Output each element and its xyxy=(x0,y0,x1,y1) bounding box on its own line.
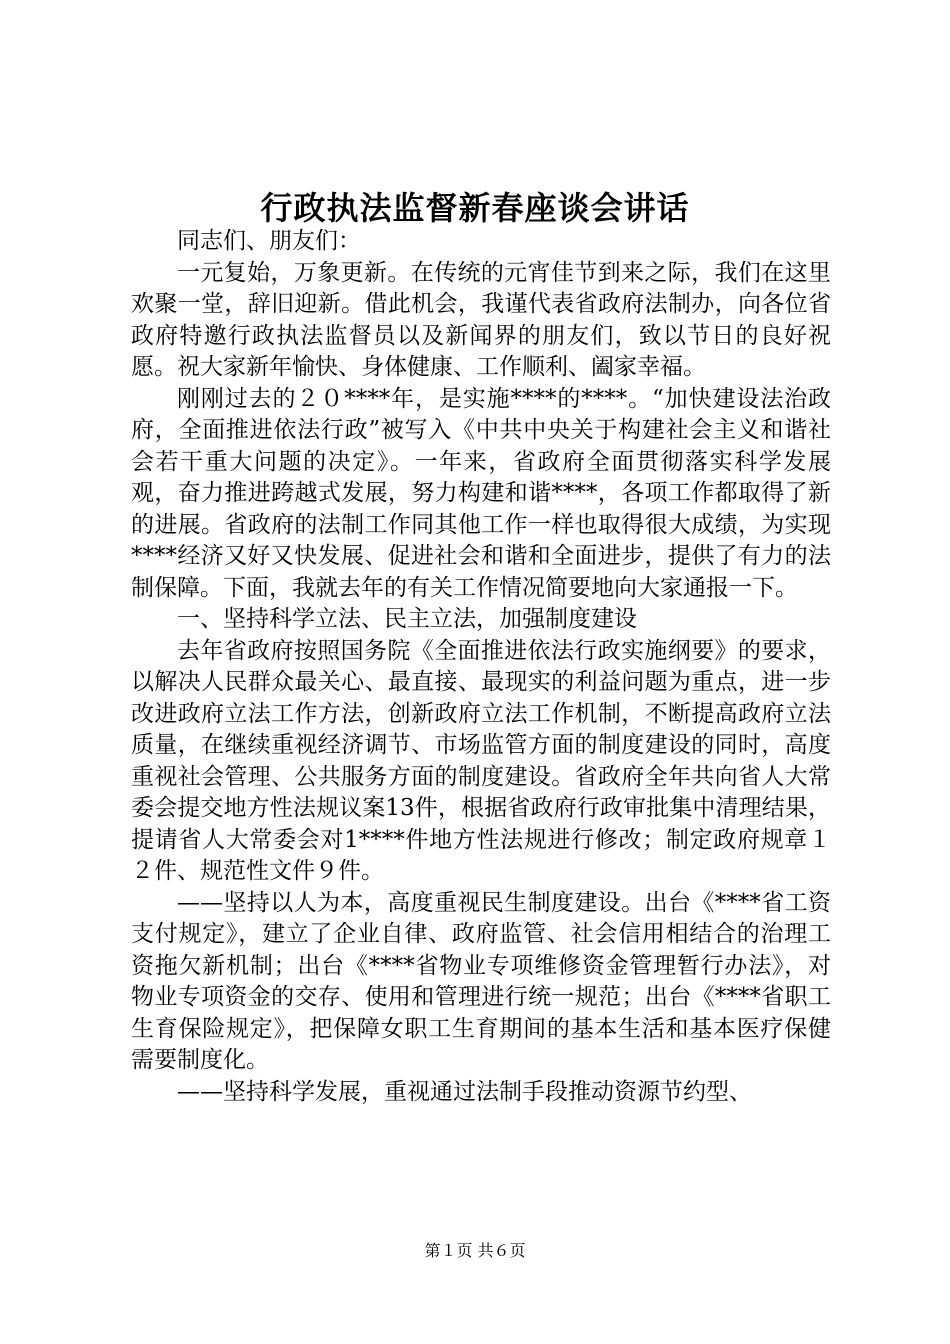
paragraph-salutation: 同志们、朋友们： xyxy=(177,228,361,254)
document-title: 行政执法监督新春座谈会讲话 xyxy=(260,189,690,227)
document-body xyxy=(131,226,831,1108)
paragraph-greeting: 一元复始，万象更新。在传统的元宵佳节到来之际，我们在这里欢聚一堂，辞旧迎新。借此机会，我谨代表省政府法制办，向各位省政府特邀行政执法监督员以及新闻界的朋友们，致以节日的良好祝愿。祝大家新年愉快、身体健康、工作顺利、阖家幸福。 xyxy=(131,259,831,380)
section-heading: 一、坚持科学立法、民主立法，加强制度建设 xyxy=(177,606,637,632)
paragraph-livelihood: ——坚持以人为本，高度重视民生制度建设。出台《****省工资支付规定》，建立了企业自律、政府监管、社会信用相结合的治理工资拖欠新机制；出台《****省物业专项维修资金管理暂行办法》，对物业专项资金的交存、使用和管理进行统一规范；出台《****省职工生育保险规定》，把保障女职工生育期间的基本生活和基本医疗保健需要制度化。 xyxy=(131,889,831,1073)
page-footer: 第１页 共６页 xyxy=(424,1241,526,1260)
paragraph-review: 刚刚过去的２０****年，是实施****的****。“加快建设法治政府，全面推进依法行政”被写入《中共中央关于构建社会主义和谐社会若干重大问题的决定》。一年来，省政府全面贯彻落实科学发展观，奋力推进跨越式发展，努力构建和谐****，各项工作都取得了新的进展。省政府的法制工作同其他工作一样也取得很大成绩，为实现****经济又好又快发展、促进社会和谐和全面进步，提供了有力的法制保障。下面，我就去年的有关工作情况简要地向大家通报一下。 xyxy=(131,385,831,601)
paragraph-development: ——坚持科学发展，重视通过法制手段推动资源节约型、 xyxy=(177,1078,752,1105)
paragraph-legislation: 去年省政府按照国务院《全面推进依法行政实施纲要》的要求，以解决人民群众最关心、最直接、最现实的利益问题为重点，进一步改进政府立法工作方法，创新政府立法工作机制，不断提高政府立法质量，在继续重视经济调节、市场监管方面的制度建设的同时，高度重视社会管理、公共服务方面的制度建设。省政府全年共向省人大常委会提交地方性法规议案13件，根据省政府行政审批集中清理结果，提请省人大常委会对1****件地方性法规进行修改；制定政府规章１２件、规范性文件９件。 xyxy=(131,637,831,884)
